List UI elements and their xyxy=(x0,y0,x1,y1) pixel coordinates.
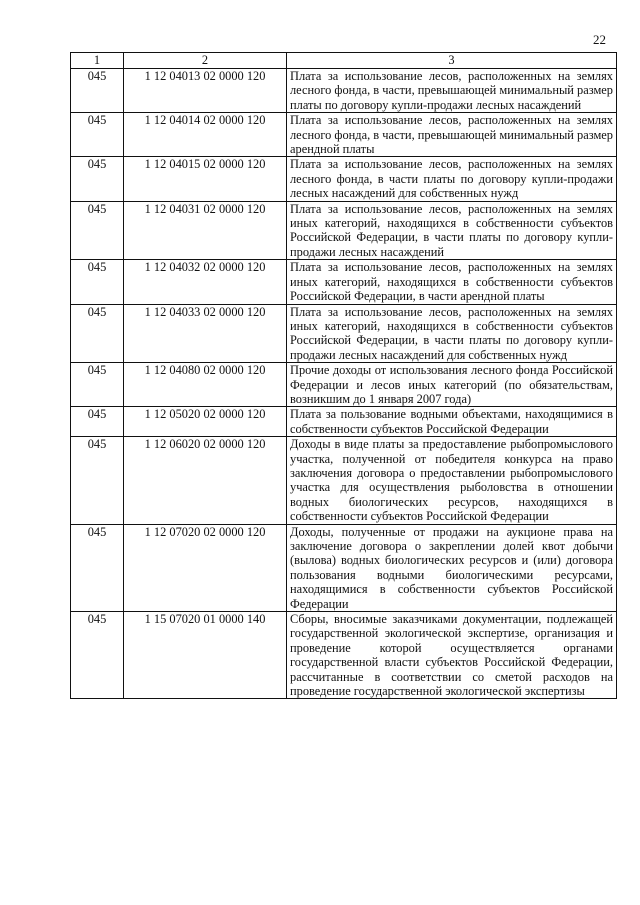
description-cell: Плата за использование лесов, расположенных на землях лесного фонда, в части, превышающей минимальный размер арендной платы xyxy=(287,113,617,157)
table-row xyxy=(71,524,617,611)
admin-code-cell: 045 xyxy=(71,113,124,157)
admin-code-cell: 045 xyxy=(71,524,124,611)
page-number: 22 xyxy=(593,32,606,47)
budget-code-cell: 1 12 04015 02 0000 120 xyxy=(124,157,287,201)
description-cell: Плата за использование лесов, расположенных на землях лесного фонда, в части платы по договору купли-продажи лесных насаждений для собственных нужд xyxy=(287,157,617,201)
admin-code-cell: 045 xyxy=(71,304,124,363)
table-row xyxy=(71,407,617,437)
description-cell: Плата за использование лесов, расположенных на землях лесного фонда, в части, превышающей минимальный размер платы по договору купли-продажи лесных насаждений xyxy=(287,69,617,113)
description-cell: Доходы в виде платы за предоставление рыбопромыслового участка, полученной от победителя конкурса на право заключения договора о предоставлении рыбопромыслового участка для осуществления рыболовства в отношении водных биологических ресурсов, находящихся в собственности субъектов Российской Федерации xyxy=(287,437,617,524)
budget-code-cell: 1 12 04080 02 0000 120 xyxy=(124,363,287,407)
table-row xyxy=(71,437,617,524)
admin-code-cell: 045 xyxy=(71,363,124,407)
budget-code-cell: 1 12 04033 02 0000 120 xyxy=(124,304,287,363)
budget-code-cell: 1 12 04014 02 0000 120 xyxy=(124,113,287,157)
table-row xyxy=(71,260,617,304)
table-row xyxy=(71,612,617,699)
table-row xyxy=(71,363,617,407)
table-header-row xyxy=(71,53,617,69)
description-cell: Сборы, вносимые заказчиками документации, подлежащей государственной экологической экспертизе, организация и проведение которой осуществляется органами государственной власти субъектов Российской Федерации, рассчитанные в соответствии со сметой расходов на проведение государственной экологической экспертизы xyxy=(287,612,617,699)
budget-code-cell: 1 15 07020 01 0000 140 xyxy=(124,612,287,699)
admin-code-cell: 045 xyxy=(71,157,124,201)
revenue-codes-table xyxy=(70,52,617,699)
admin-code-cell: 045 xyxy=(71,201,124,260)
admin-code-cell: 045 xyxy=(71,407,124,437)
admin-code-cell: 045 xyxy=(71,612,124,699)
budget-code-cell: 1 12 07020 02 0000 120 xyxy=(124,524,287,611)
description-cell: Прочие доходы от использования лесного фонда Российской Федерации и лесов иных категорий (по обязательствам, возникшим до 1 января 2007 года) xyxy=(287,363,617,407)
admin-code-cell: 045 xyxy=(71,69,124,113)
budget-code-cell: 1 12 04032 02 0000 120 xyxy=(124,260,287,304)
admin-code-cell: 045 xyxy=(71,437,124,524)
budget-code-cell: 1 12 06020 02 0000 120 xyxy=(124,437,287,524)
description-cell: Доходы, полученные от продажи на аукционе права на заключение договора о закреплении долей квот добычи (вылова) водных биологических ресурсов и (или) договора пользования водными биологическими ресурсами, находящимися в собственности субъектов Российской Федерации xyxy=(287,524,617,611)
admin-code-cell: 045 xyxy=(71,260,124,304)
budget-code-cell: 1 12 05020 02 0000 120 xyxy=(124,407,287,437)
column-header-2: 2 xyxy=(124,53,287,69)
column-header-3: 3 xyxy=(287,53,617,69)
table-row xyxy=(71,69,617,113)
column-header-1: 1 xyxy=(71,53,124,69)
description-cell: Плата за пользование водными объектами, находящимися в собственности субъектов Российской Федерации xyxy=(287,407,617,437)
table-row xyxy=(71,201,617,260)
budget-code-cell: 1 12 04013 02 0000 120 xyxy=(124,69,287,113)
description-cell: Плата за использование лесов, расположенных на землях иных категорий, находящихся в собственности субъектов Российской Федерации, в части арендной платы xyxy=(287,260,617,304)
table-row xyxy=(71,113,617,157)
table-row xyxy=(71,157,617,201)
description-cell: Плата за использование лесов, расположенных на землях иных категорий, находящихся в собственности субъектов Российской Федерации, в части платы по договору купли-продажи лесных насаждений для собственных нужд xyxy=(287,304,617,363)
description-cell: Плата за использование лесов, расположенных на землях иных категорий, находящихся в собственности субъектов Российской Федерации, в части платы по договору купли-продажи лесных насаждений xyxy=(287,201,617,260)
table-row xyxy=(71,304,617,363)
budget-code-cell: 1 12 04031 02 0000 120 xyxy=(124,201,287,260)
